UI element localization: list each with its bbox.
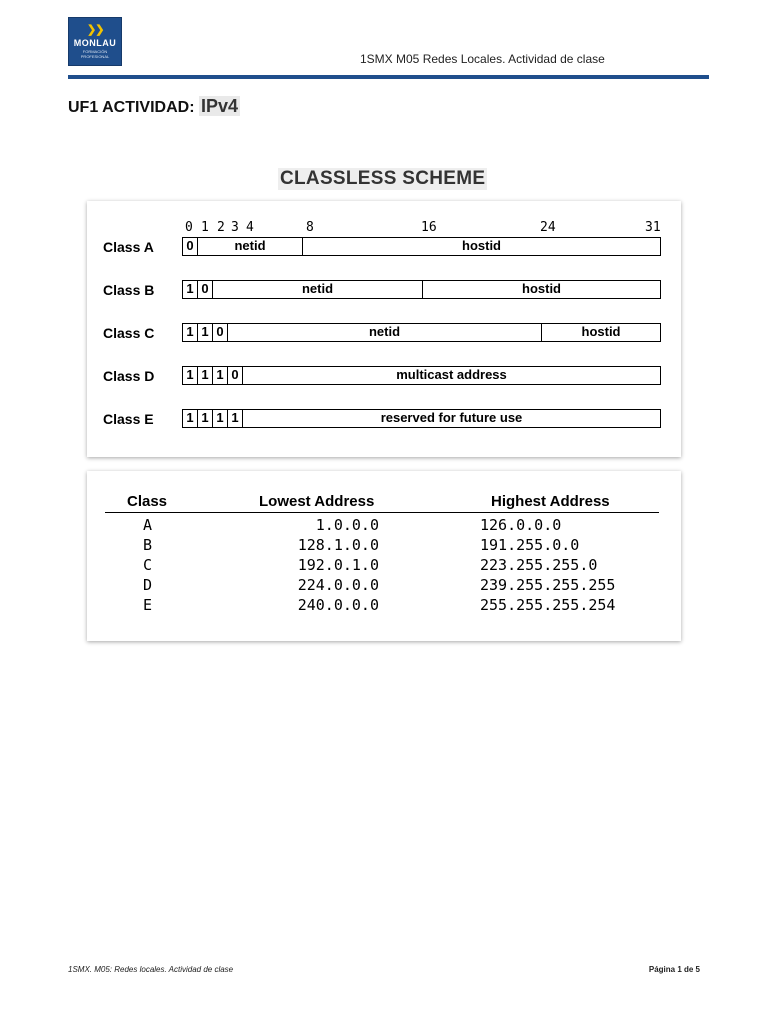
table-cell-lowest: 240.0.0.0: [297, 596, 379, 614]
address-class-diagram: [87, 201, 681, 457]
table-cell-lowest: 192.0.1.0: [297, 556, 379, 574]
bit-label: 31: [645, 220, 661, 235]
class-b-hostid: hostid: [422, 280, 661, 299]
bit-label: 16: [421, 220, 437, 235]
bit-label: 2: [217, 220, 225, 235]
bit-label: 0: [185, 220, 193, 235]
monlau-logo: [68, 17, 122, 66]
table-cell-class: A: [143, 516, 153, 534]
class-c-bit: 1: [197, 323, 213, 342]
bit-label: 24: [540, 220, 556, 235]
class-a-netid: netid: [197, 237, 303, 256]
class-b-netid: netid: [212, 280, 423, 299]
class-e-bit: 1: [212, 409, 228, 428]
bit-label: 4: [246, 220, 254, 235]
class-d-bit: 1: [182, 366, 198, 385]
class-a-label: Class A: [103, 239, 154, 255]
address-range-table: [87, 471, 681, 641]
class-b-bit: 0: [197, 280, 213, 299]
class-b-label: Class B: [103, 282, 155, 298]
class-e-label: Class E: [103, 411, 154, 427]
table-header-rule: [105, 512, 659, 513]
footer-page-number: Página 1 de 5: [648, 965, 700, 974]
footer-course-label: 1SMX. M05: Redes locales. Actividad de clase: [68, 965, 234, 974]
class-d-label: Class D: [103, 368, 155, 384]
table-cell-lowest: 1.0.0.0: [315, 516, 379, 534]
class-e-bit: 1: [227, 409, 243, 428]
class-e-bit: 1: [182, 409, 198, 428]
header-divider: [68, 75, 709, 79]
table-cell-lowest: 128.1.0.0: [297, 536, 379, 554]
scheme-title: CLASSLESS SCHEME: [280, 168, 486, 189]
table-cell-highest: 191.255.0.0: [480, 536, 580, 554]
logo-mark-icon: ❯❯: [87, 24, 104, 36]
class-a-hostid: hostid: [302, 237, 661, 256]
section-title: [68, 96, 240, 117]
table-cell-highest: 223.255.255.0: [480, 556, 598, 574]
table-cell-highest: 126.0.0.0: [480, 516, 562, 534]
table-cell-class: D: [143, 576, 153, 594]
table-cell-class: B: [143, 536, 153, 554]
class-b-bit: 1: [182, 280, 198, 299]
class-d-bit: 1: [212, 366, 228, 385]
class-c-label: Class C: [103, 325, 155, 341]
header-title: 1SMX M05 Redes Locales. Actividad de clase: [360, 52, 605, 66]
class-c-bit: 1: [182, 323, 198, 342]
section-title-prefix: UF1 ACTIVIDAD:: [68, 99, 195, 116]
class-e-bit: 1: [197, 409, 213, 428]
bit-label: 3: [231, 220, 239, 235]
logo-subtext: FORMACIÓN PROFESIONAL: [80, 49, 110, 59]
bit-label: 1: [201, 220, 209, 235]
bit-label: 8: [306, 220, 314, 235]
class-c-hostid: hostid: [541, 323, 661, 342]
table-cell-class: E: [143, 596, 153, 614]
table-cell-class: C: [143, 556, 153, 574]
table-cell-highest: 255.255.255.254: [480, 596, 616, 614]
class-d-bit: 1: [197, 366, 213, 385]
section-title-highlight: IPv4: [200, 96, 238, 116]
class-e-reserved: reserved for future use: [242, 409, 661, 428]
class-d-multicast: multicast address: [242, 366, 661, 385]
table-header-highest: Highest Address: [491, 493, 610, 510]
class-c-bit: 0: [212, 323, 228, 342]
class-a-bit: 0: [182, 237, 198, 256]
table-header-class: Class: [127, 493, 168, 510]
table-header-lowest: Lowest Address: [259, 493, 375, 510]
class-c-netid: netid: [227, 323, 542, 342]
logo-text: MONLAU: [73, 38, 117, 48]
table-cell-highest: 239.255.255.255: [480, 576, 616, 594]
table-cell-lowest: 224.0.0.0: [297, 576, 379, 594]
class-d-bit: 0: [227, 366, 243, 385]
